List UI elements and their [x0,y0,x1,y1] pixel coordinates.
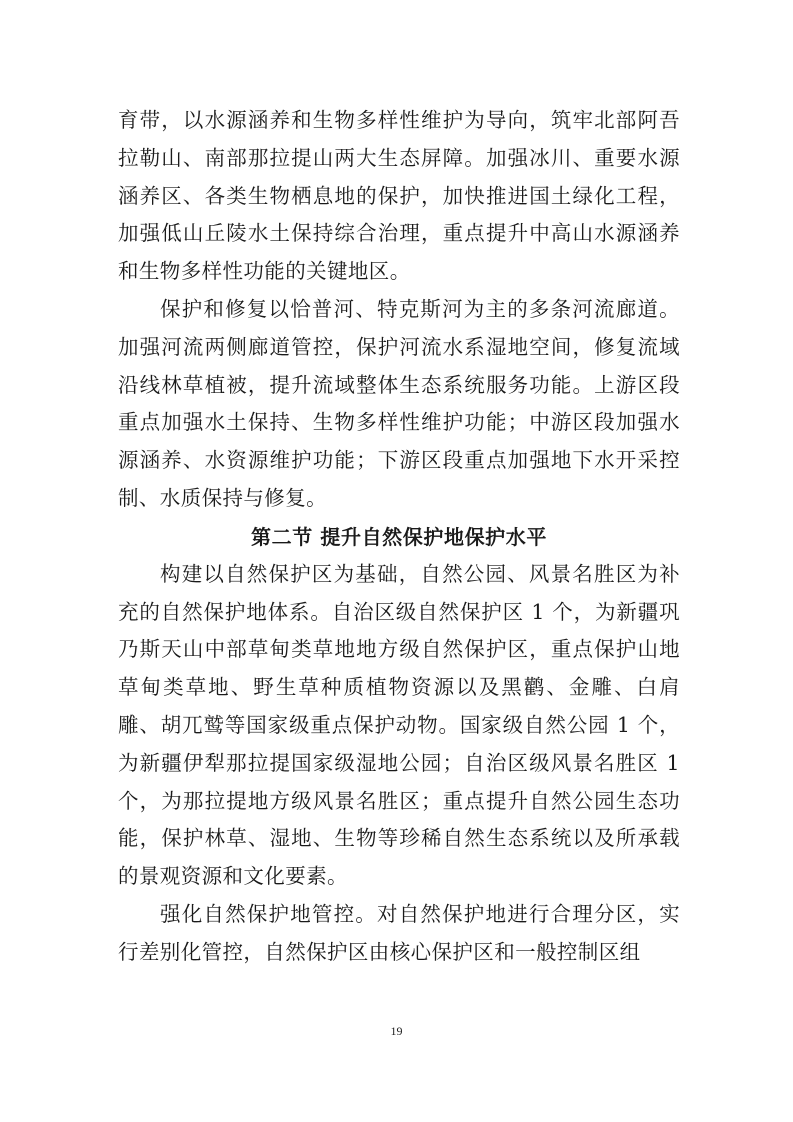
body-paragraph: 保护和修复以恰普河、特克斯河为主的多条河流廊道。加强河流两侧廊道管控，保护河流水系湿地空间，修复流域沿线林草植被，提升流域整体生态系统服务功能。上游区段重点加强水土保持、生物多样性维护功能；中游区段加强水源涵养、水资源维护功能；下游区段重点加强地下水开采控制、水质保持与修复。 [118,296,680,510]
body-paragraph: 强化自然保护地管控。对自然保护地进行合理分区，实行差别化管控，自然保护区由核心保护区和一般控制区组 [118,901,680,964]
page-body [118,102,680,972]
body-paragraph: 构建以自然保护区为基础，自然公园、风景名胜区为补充的自然保护地体系。自治区级自然保护区 1 个，为新疆巩乃斯天山中部草甸类草地地方级自然保护区，重点保护山地草甸类草地、野生草种质植物资源以及黑鹳、金雕、白肩雕、胡兀鹫等国家级重点保护动物。国家级自然公园 1 个，为新疆伊犁那拉提国家级湿地公园；自治区级风景名胜区 1 个，为那拉提地方级风景名胜区；重点提升自然公园生态功能，保护林草、湿地、生物等珍稀自然生态系统以及所承载的景观资源和文化要素。 [118,561,680,889]
section-heading: 第二节 提升自然保护地保护水平 [251,524,547,549]
page-number: 19 [390,1024,403,1038]
body-paragraph: 育带，以水源涵养和生物多样性维护为导向，筑牢北部阿吾拉勒山、南部那拉提山两大生态屏障。加强冰川、重要水源涵养区、各类生物栖息地的保护，加快推进国土绿化工程，加强低山丘陵水土保持综合治理，重点提升中高山水源涵养和生物多样性功能的关键地区。 [118,108,680,284]
